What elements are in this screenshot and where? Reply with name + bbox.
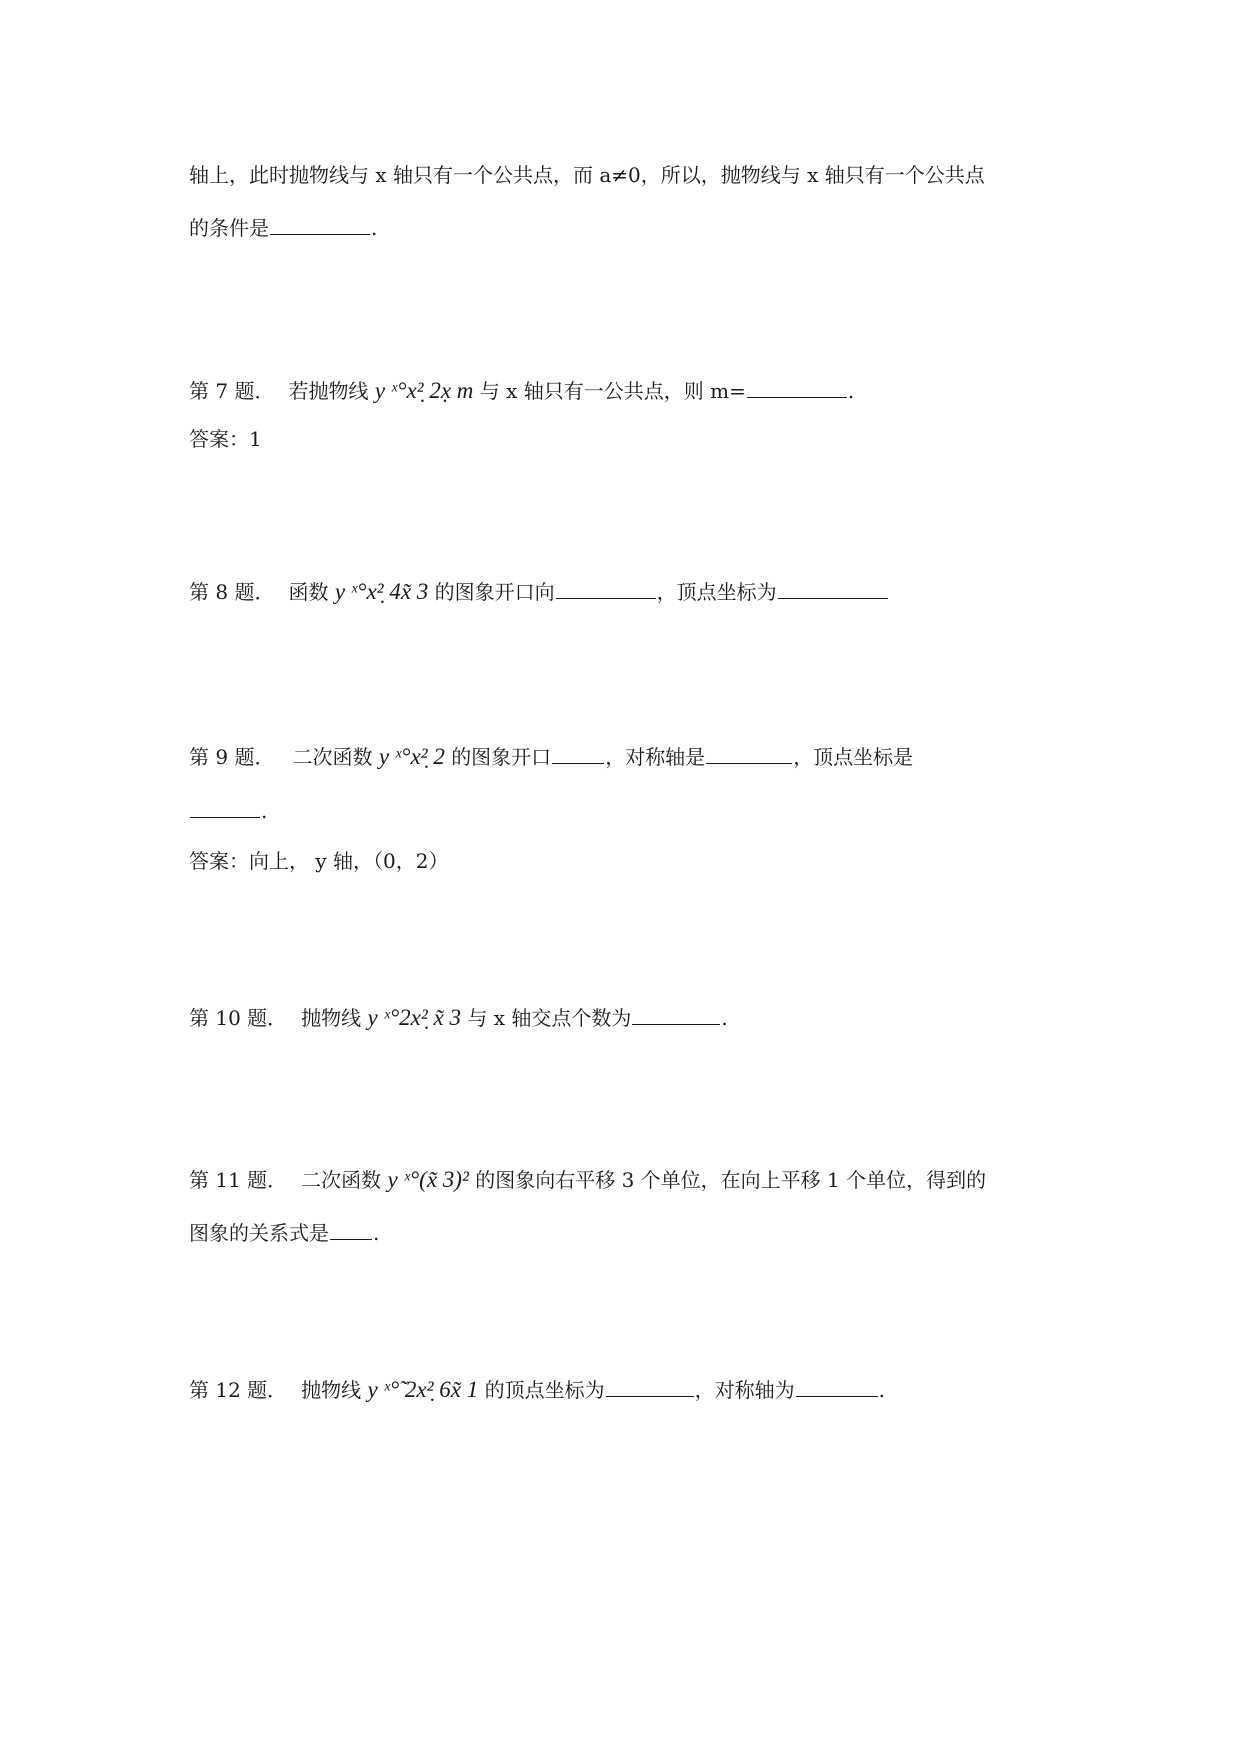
question-text: 的顶点坐标为 xyxy=(484,1378,605,1402)
question-text: 的图象开口 xyxy=(451,745,552,769)
question-8 xyxy=(189,576,889,607)
answer-blank[interactable] xyxy=(796,1374,878,1397)
question-label: 第 12 题． xyxy=(189,1378,288,1402)
formula: y ˣ°x²̣ 2x̣ m xyxy=(374,378,474,403)
question-label: 第 10 题． xyxy=(189,1006,288,1030)
intro-line-2: 的条件是 . xyxy=(189,212,377,243)
answer-blank[interactable] xyxy=(632,1002,720,1025)
question-9 xyxy=(189,741,913,772)
answer-blank[interactable] xyxy=(190,795,260,818)
answer-blank[interactable] xyxy=(747,375,847,398)
answer-blank[interactable] xyxy=(552,741,604,764)
question-text: 若抛物线 xyxy=(288,379,369,403)
formula: y ˣ°x²̣ 4x̃ 3 xyxy=(334,579,429,604)
answer-blank[interactable] xyxy=(330,1217,372,1240)
answer-blank[interactable] xyxy=(778,576,888,599)
question-text: ，对称轴为 xyxy=(694,1378,795,1402)
question-text: ，顶点坐标是 xyxy=(793,745,914,769)
answer-7 xyxy=(189,424,262,454)
question-label: 第 9 题． xyxy=(189,745,275,769)
question-text: 图象的关系式是 xyxy=(189,1221,329,1245)
question-text: 的图象开口向 xyxy=(434,580,555,604)
intro-text-2: 的条件是 xyxy=(189,216,269,240)
question-text: 抛物线 xyxy=(301,1006,362,1030)
question-11-line-2: 图象的关系式是 . xyxy=(189,1217,379,1248)
answer-blank[interactable] xyxy=(556,576,656,599)
answer-text: 答案：向上， y 轴，（0，2） xyxy=(189,849,449,873)
formula: y ˣ°2x²̣ x̃ 3 xyxy=(367,1005,461,1030)
question-12: 第 12 题． 抛物线 y ˣ°̃ 2x²̣ 6x̃ 1 的顶点坐标为 ，对称轴为 . xyxy=(189,1374,885,1405)
question-text: 二次函数 xyxy=(292,745,373,769)
question-text: 与 x 轴只有一公共点，则 m= xyxy=(479,379,746,403)
question-9-line-2: . xyxy=(189,795,267,826)
question-text: ，对称轴是 xyxy=(605,745,706,769)
intro-text-1: 轴上，此时抛物线与 x 轴只有一个公共点，而 a≠0，所以，抛物线与 x 轴只有一个公共点 xyxy=(189,163,985,187)
question-10: 第 10 题． 抛物线 y ˣ°2x²̣ x̃ 3 与 x 轴交点个数为 . xyxy=(189,1002,728,1033)
question-11 xyxy=(189,1165,986,1195)
question-text: 二次函数 xyxy=(301,1168,382,1192)
question-text: 与 x 轴交点个数为 xyxy=(467,1006,632,1030)
question-text: ，顶点坐标为 xyxy=(656,580,777,604)
question-text: 函数 xyxy=(288,580,329,604)
intro-line-1 xyxy=(189,160,985,190)
formula: y ˣ°x²̣ 2 xyxy=(378,744,445,769)
question-label: 第 7 题． xyxy=(189,379,275,403)
answer-blank[interactable] xyxy=(706,741,792,764)
question-text: 抛物线 xyxy=(301,1378,362,1402)
formula: y ˣ°(x̃ 3)² xyxy=(387,1167,469,1192)
answer-9 xyxy=(189,846,448,876)
question-label: 第 8 题． xyxy=(189,580,275,604)
answer-text: 答案：1 xyxy=(189,427,262,451)
formula: y ˣ°̃ 2x²̣ 6x̃ 1 xyxy=(367,1377,479,1402)
question-text: 的图象向右平移 3 个单位，在向上平移 1 个单位，得到的 xyxy=(475,1168,987,1192)
question-label: 第 11 题． xyxy=(189,1168,288,1192)
answer-blank[interactable] xyxy=(270,212,370,235)
answer-blank[interactable] xyxy=(606,1374,694,1397)
question-7: 第 7 题． 若抛物线 y ˣ°x²̣ 2x̣ m 与 x 轴只有一公共点，则 m= . xyxy=(189,375,854,406)
